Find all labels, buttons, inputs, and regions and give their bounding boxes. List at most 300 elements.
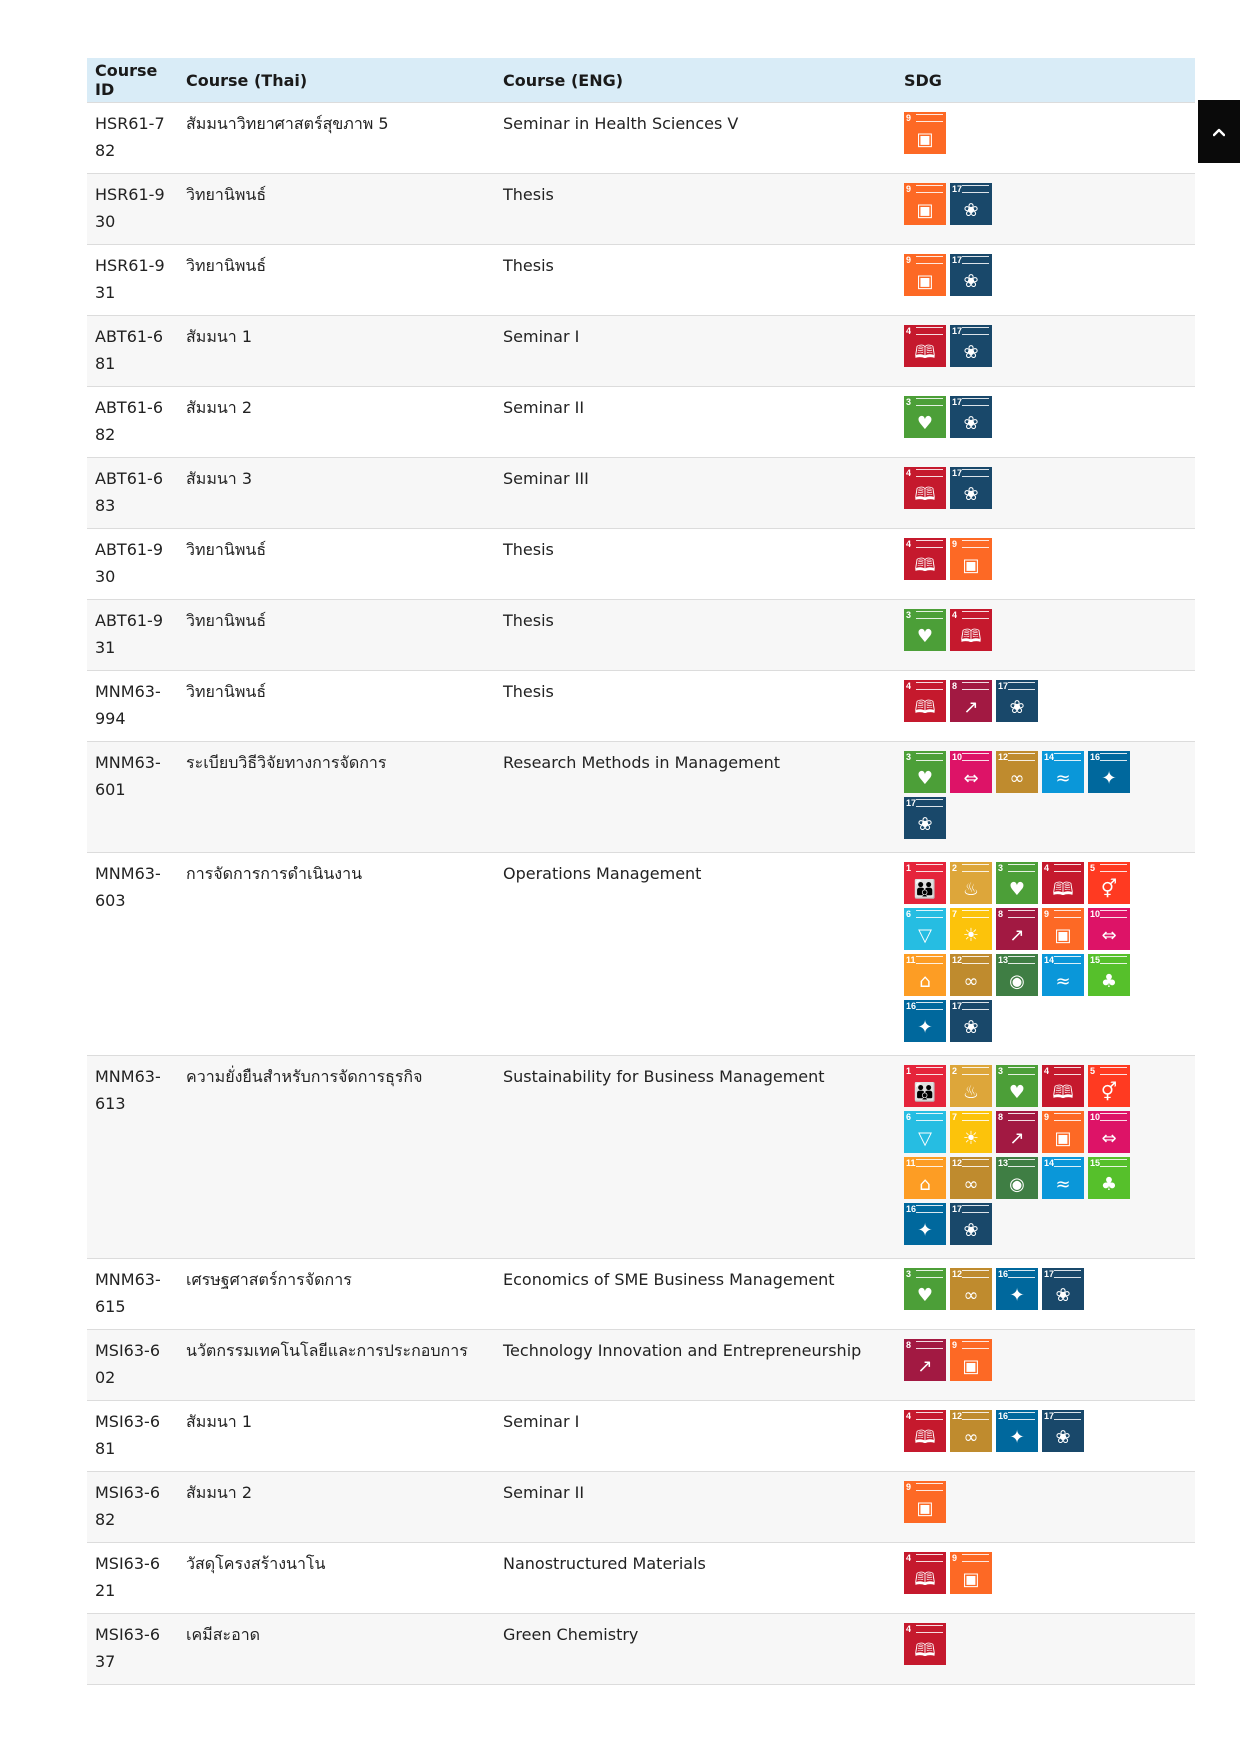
dove-icon: ✦	[917, 1017, 933, 1038]
sdg-3-icon	[996, 1065, 1038, 1107]
sdg-title-lines	[1054, 1113, 1081, 1121]
sdg-4-icon	[904, 1552, 946, 1594]
scroll-to-top-button[interactable]	[1198, 100, 1240, 163]
heartbeat-icon: ♥	[916, 413, 934, 434]
course-thai-cell: วิทยานิพนธ์	[178, 174, 495, 245]
sdg-9-icon	[904, 183, 946, 225]
sdg-icon-list	[904, 1479, 1134, 1527]
equality-arrows-icon: ⇔	[963, 768, 979, 789]
course-eng-cell: Thesis	[495, 174, 896, 245]
sdg-number-label: 8	[906, 1340, 912, 1350]
table-row	[87, 529, 1195, 600]
course-eng-cell: Green Chemistry	[495, 1614, 896, 1685]
cubes-icon: ▣	[916, 1498, 934, 1519]
fish-icon: ≈	[1055, 768, 1071, 789]
sdg-number-label: 3	[998, 863, 1004, 873]
sdg-title-lines	[1054, 864, 1081, 872]
sdg-cell	[896, 1614, 1195, 1685]
table-row	[87, 103, 1195, 174]
equality-arrows-icon: ⇔	[1101, 1128, 1117, 1149]
book-icon: 🕮	[960, 626, 982, 647]
sdg-title-lines	[916, 1002, 943, 1010]
course-thai-cell: การจัดการการดำเนินงาน	[178, 853, 495, 1056]
sdg-cell	[896, 1472, 1195, 1543]
sdg-title-lines	[1054, 1159, 1081, 1167]
course-id-cell: MNM63-603	[87, 853, 178, 1056]
sdg-icon-list	[904, 110, 1134, 158]
header-row	[87, 58, 1195, 103]
growth-chart-icon: ↗	[1009, 925, 1025, 946]
sdg-number-label: 12	[952, 1269, 963, 1279]
sdg-number-label: 3	[906, 752, 912, 762]
sdg-title-lines	[1008, 1270, 1035, 1278]
course-id-cell: MSI63-681	[87, 1401, 178, 1472]
sdg-number-label: 16	[906, 1204, 917, 1214]
sdg-icon-list	[904, 1550, 1134, 1598]
sdg-title-lines	[1100, 910, 1127, 918]
sdg-title-lines	[962, 1067, 989, 1075]
sdg-icon-list	[904, 465, 1134, 513]
sdg-9-icon	[950, 538, 992, 580]
sdg-10-icon	[1088, 908, 1130, 950]
sdg-title-lines	[1100, 1067, 1127, 1075]
sdg-title-lines	[916, 1205, 943, 1213]
sdg-title-lines	[1008, 864, 1035, 872]
sdg-icon-list	[904, 394, 1134, 442]
sdg-number-label: 9	[1044, 909, 1050, 919]
sdg-title-lines	[1054, 910, 1081, 918]
sdg-17-icon	[904, 797, 946, 839]
course-thai-cell: วิทยานิพนธ์	[178, 671, 495, 742]
flower-rings-icon: ❀	[963, 342, 979, 363]
sdg-number-label: 17	[1044, 1411, 1055, 1421]
sdg-title-lines	[962, 956, 989, 964]
sdg-icon-list	[904, 860, 1134, 1046]
sdg-13-icon	[996, 1157, 1038, 1199]
sdg-17-icon	[1042, 1268, 1084, 1310]
sdg-number-label: 17	[952, 184, 963, 194]
heartbeat-icon: ♥	[916, 1285, 934, 1306]
sdg-17-icon	[950, 467, 992, 509]
sdg-13-icon	[996, 954, 1038, 996]
book-icon: 🕮	[1052, 1082, 1074, 1103]
course-eng-cell: Seminar in Health Sciences V	[495, 103, 896, 174]
sdg-8-icon	[996, 908, 1038, 950]
sdg-title-lines	[916, 1067, 943, 1075]
sdg-number-label: 4	[906, 539, 912, 549]
course-id-cell: HSR61-930	[87, 174, 178, 245]
sdg-cell	[896, 1259, 1195, 1330]
sdg-number-label: 4	[906, 1624, 912, 1634]
flower-rings-icon: ❀	[1055, 1285, 1071, 1306]
course-eng-cell: Seminar II	[495, 387, 896, 458]
sdg-cell	[896, 387, 1195, 458]
sdg-4-icon	[1042, 862, 1084, 904]
sdg-15-icon	[1088, 1157, 1130, 1199]
flower-rings-icon: ❀	[917, 814, 933, 835]
book-icon: 🕮	[914, 1427, 936, 1448]
sdg-number-label: 3	[998, 1066, 1004, 1076]
sdg-title-lines	[916, 1113, 943, 1121]
cubes-icon: ▣	[1054, 1128, 1072, 1149]
sdg-17-icon	[996, 680, 1038, 722]
course-table-container	[87, 58, 1163, 1685]
sdg-title-lines	[962, 611, 989, 619]
sdg-8-icon	[904, 1339, 946, 1381]
sdg-title-lines	[962, 1159, 989, 1167]
book-icon: 🕮	[914, 1640, 936, 1661]
sdg-cell	[896, 103, 1195, 174]
sdg-number-label: 4	[906, 681, 912, 691]
sdg-3-icon	[904, 751, 946, 793]
course-eng-cell: Technology Innovation and Entrepreneurship	[495, 1330, 896, 1401]
infinity-icon: ∞	[963, 971, 979, 992]
sdg-17-icon	[950, 396, 992, 438]
infinity-icon: ∞	[963, 1174, 979, 1195]
course-thai-cell: สัมมนา 2	[178, 1472, 495, 1543]
cubes-icon: ▣	[916, 271, 934, 292]
sdg-3-icon	[996, 862, 1038, 904]
book-icon: 🕮	[914, 342, 936, 363]
sdg-number-label: 14	[1044, 955, 1055, 965]
sdg-number-label: 4	[906, 1411, 912, 1421]
course-eng-cell: Thesis	[495, 671, 896, 742]
course-eng-cell: Thesis	[495, 529, 896, 600]
sdg-number-label: 3	[906, 1269, 912, 1279]
sdg-title-lines	[1008, 1067, 1035, 1075]
sdg-title-lines	[962, 327, 989, 335]
sdg-title-lines	[916, 327, 943, 335]
sdg-number-label: 17	[1044, 1269, 1055, 1279]
course-id-cell: MNM63-601	[87, 742, 178, 853]
table-row	[87, 1472, 1195, 1543]
cubes-icon: ▣	[962, 1569, 980, 1590]
sdg-title-lines	[916, 956, 943, 964]
sdg-number-label: 10	[1090, 909, 1101, 919]
course-thai-cell: สัมมนา 1	[178, 1401, 495, 1472]
sdg-number-label: 9	[1044, 1112, 1050, 1122]
sdg-16-icon	[996, 1410, 1038, 1452]
sdg-icon-list	[904, 1063, 1134, 1249]
sdg-number-label: 14	[1044, 752, 1055, 762]
infinity-icon: ∞	[963, 1427, 979, 1448]
sdg-1-icon	[904, 862, 946, 904]
sdg-number-label: 4	[906, 468, 912, 478]
sdg-title-lines	[962, 864, 989, 872]
sdg-number-label: 3	[906, 397, 912, 407]
sdg-12-icon	[950, 1410, 992, 1452]
sdg-3-icon	[904, 1268, 946, 1310]
sdg-number-label: 13	[998, 955, 1009, 965]
sdg-7-icon	[950, 1111, 992, 1153]
fish-icon: ≈	[1055, 971, 1071, 992]
sdg-4-icon	[1042, 1065, 1084, 1107]
tree-icon: ♣	[1100, 1174, 1118, 1195]
course-id-cell: MSI63-637	[87, 1614, 178, 1685]
book-icon: 🕮	[914, 1569, 936, 1590]
sdg-title-lines	[916, 469, 943, 477]
sdg-title-lines	[916, 114, 943, 122]
sdg-icon-list	[904, 323, 1134, 371]
sdg-number-label: 2	[952, 1066, 958, 1076]
sdg-title-lines	[916, 611, 943, 619]
flower-rings-icon: ❀	[1009, 697, 1025, 718]
heartbeat-icon: ♥	[1008, 879, 1026, 900]
sdg-12-icon	[950, 954, 992, 996]
sdg-title-lines	[962, 256, 989, 264]
course-thai-cell: นวัตกรรมเทคโนโลยีและการประกอบการ	[178, 1330, 495, 1401]
sdg-6-icon	[904, 1111, 946, 1153]
sdg-title-lines	[1054, 1067, 1081, 1075]
sdg-cell	[896, 742, 1195, 853]
cubes-icon: ▣	[962, 555, 980, 576]
sdg-number-label: 1	[906, 863, 912, 873]
sdg-number-label: 4	[906, 1553, 912, 1563]
sdg-title-lines	[1008, 682, 1035, 690]
fish-icon: ≈	[1055, 1174, 1071, 1195]
sdg-cell	[896, 1056, 1195, 1259]
sdg-number-label: 4	[1044, 863, 1050, 873]
sdg-icon-list	[904, 252, 1134, 300]
sdg-cell	[896, 1330, 1195, 1401]
sdg-title-lines	[1054, 1270, 1081, 1278]
course-eng-cell: Thesis	[495, 245, 896, 316]
sdg-title-lines	[962, 398, 989, 406]
sdg-title-lines	[1054, 1412, 1081, 1420]
table-row	[87, 1614, 1195, 1685]
sdg-14-icon	[1042, 1157, 1084, 1199]
book-icon: 🕮	[914, 484, 936, 505]
sdg-title-lines	[916, 1625, 943, 1633]
flower-rings-icon: ❀	[963, 271, 979, 292]
sdg-number-label: 9	[906, 1482, 912, 1492]
growth-chart-icon: ↗	[1009, 1128, 1025, 1149]
sdg-cell	[896, 245, 1195, 316]
sdg-17-icon	[950, 254, 992, 296]
table-row	[87, 1259, 1195, 1330]
course-id-cell: HSR61-782	[87, 103, 178, 174]
sdg-title-lines	[962, 1341, 989, 1349]
course-eng-cell: Research Methods in Management	[495, 742, 896, 853]
sdg-icon-list	[904, 1337, 1134, 1385]
sdg-number-label: 17	[952, 1204, 963, 1214]
sdg-4-icon	[904, 538, 946, 580]
sdg-17-icon	[950, 1203, 992, 1245]
sdg-4-icon	[904, 680, 946, 722]
growth-chart-icon: ↗	[917, 1356, 933, 1377]
sdg-9-icon	[904, 254, 946, 296]
equality-arrows-icon: ⇔	[1101, 925, 1117, 946]
family-icon: 👪	[913, 1082, 937, 1103]
sdg-title-lines	[1008, 1159, 1035, 1167]
bowl-icon: ♨	[962, 879, 980, 900]
sdg-number-label: 1	[906, 1066, 912, 1076]
sdg-10-icon	[950, 751, 992, 793]
sdg-number-label: 8	[952, 681, 958, 691]
sdg-title-lines	[1008, 1113, 1035, 1121]
sdg-title-lines	[962, 1205, 989, 1213]
sdg-9-icon	[904, 1481, 946, 1523]
course-eng-cell: Economics of SME Business Management	[495, 1259, 896, 1330]
sdg-icon-list	[904, 1621, 1134, 1669]
dove-icon: ✦	[1101, 768, 1117, 789]
sdg-17-icon	[950, 1000, 992, 1042]
book-icon: 🕮	[1052, 879, 1074, 900]
sdg-number-label: 8	[998, 909, 1004, 919]
flower-rings-icon: ❀	[1055, 1427, 1071, 1448]
header-sdg: SDG	[896, 58, 1195, 103]
course-thai-cell: ระเบียบวิธีวิจัยทางการจัดการ	[178, 742, 495, 853]
sdg-title-lines	[916, 864, 943, 872]
sdg-number-label: 17	[952, 255, 963, 265]
sdg-9-icon	[1042, 1111, 1084, 1153]
sdg-title-lines	[1100, 1159, 1127, 1167]
sdg-number-label: 11	[906, 955, 916, 965]
table-row	[87, 671, 1195, 742]
flower-rings-icon: ❀	[963, 1017, 979, 1038]
sdg-title-lines	[962, 1412, 989, 1420]
course-thai-cell: วิทยานิพนธ์	[178, 600, 495, 671]
sdg-17-icon	[950, 325, 992, 367]
header-course-thai: Course (Thai)	[178, 58, 495, 103]
sdg-number-label: 4	[952, 610, 958, 620]
sdg-number-label: 9	[952, 539, 958, 549]
sdg-icon-list	[904, 749, 1134, 843]
sdg-title-lines	[916, 256, 943, 264]
sdg-title-lines	[916, 540, 943, 548]
cubes-icon: ▣	[1054, 925, 1072, 946]
sdg-title-lines	[916, 1483, 943, 1491]
table-row	[87, 245, 1195, 316]
sdg-number-label: 15	[1090, 955, 1101, 965]
sdg-9-icon	[950, 1552, 992, 1594]
sdg-17-icon	[1042, 1410, 1084, 1452]
sdg-title-lines	[1054, 956, 1081, 964]
sdg-number-label: 16	[906, 1001, 917, 1011]
table-row	[87, 1543, 1195, 1614]
sdg-title-lines	[916, 1412, 943, 1420]
sdg-number-label: 9	[906, 184, 912, 194]
family-icon: 👪	[913, 879, 937, 900]
sdg-number-label: 17	[906, 798, 917, 808]
course-sdg-table	[87, 58, 1195, 1685]
sdg-number-label: 16	[998, 1269, 1009, 1279]
sdg-9-icon	[1042, 908, 1084, 950]
course-thai-cell: สัมมนา 1	[178, 316, 495, 387]
sdg-9-icon	[904, 112, 946, 154]
course-id-cell: ABT61-931	[87, 600, 178, 671]
sdg-12-icon	[996, 751, 1038, 793]
sdg-title-lines	[962, 682, 989, 690]
sdg-number-label: 10	[952, 752, 963, 762]
sdg-number-label: 13	[998, 1158, 1009, 1168]
table-row	[87, 1056, 1195, 1259]
sdg-title-lines	[962, 540, 989, 548]
course-thai-cell: สัมมนา 3	[178, 458, 495, 529]
eye-globe-icon: ◉	[1009, 1174, 1025, 1195]
table-header	[87, 58, 1195, 103]
sdg-title-lines	[1008, 753, 1035, 761]
sdg-number-label: 17	[952, 1001, 963, 1011]
sdg-12-icon	[950, 1268, 992, 1310]
course-eng-cell: Thesis	[495, 600, 896, 671]
table-row	[87, 742, 1195, 853]
chevron-up-icon	[1213, 127, 1225, 137]
flower-rings-icon: ❀	[963, 413, 979, 434]
course-id-cell: MNM63-994	[87, 671, 178, 742]
header-course-eng: Course (ENG)	[495, 58, 896, 103]
sdg-number-label: 5	[1090, 1066, 1096, 1076]
sdg-number-label: 8	[998, 1112, 1004, 1122]
sdg-2-icon	[950, 1065, 992, 1107]
sdg-14-icon	[1042, 954, 1084, 996]
city-icon: ⌂	[919, 971, 931, 992]
course-thai-cell: วิทยานิพนธ์	[178, 529, 495, 600]
sdg-8-icon	[950, 680, 992, 722]
sun-icon: ☀	[962, 925, 980, 946]
sun-icon: ☀	[962, 1128, 980, 1149]
sdg-cell	[896, 671, 1195, 742]
flower-rings-icon: ❀	[963, 1220, 979, 1241]
sdg-4-icon	[904, 1410, 946, 1452]
tree-icon: ♣	[1100, 971, 1118, 992]
header-course-id: Course ID	[87, 58, 178, 103]
course-thai-cell: วัสดุโครงสร้างนาโน	[178, 1543, 495, 1614]
gender-icon: ⚥	[1100, 879, 1118, 900]
sdg-14-icon	[1042, 751, 1084, 793]
course-id-cell: ABT61-930	[87, 529, 178, 600]
heartbeat-icon: ♥	[916, 626, 934, 647]
sdg-title-lines	[962, 1270, 989, 1278]
city-icon: ⌂	[919, 1174, 931, 1195]
sdg-title-lines	[962, 753, 989, 761]
course-eng-cell: Seminar III	[495, 458, 896, 529]
heartbeat-icon: ♥	[916, 768, 934, 789]
sdg-cell	[896, 1543, 1195, 1614]
water-glass-icon: ▽	[918, 925, 932, 946]
table-row	[87, 316, 1195, 387]
sdg-title-lines	[1100, 1113, 1127, 1121]
sdg-title-lines	[1100, 753, 1127, 761]
course-thai-cell: สัมมนา 2	[178, 387, 495, 458]
sdg-title-lines	[1054, 753, 1081, 761]
sdg-number-label: 17	[998, 681, 1009, 691]
course-id-cell: ABT61-682	[87, 387, 178, 458]
sdg-3-icon	[904, 609, 946, 651]
sdg-icon-list	[904, 1408, 1134, 1456]
sdg-number-label: 9	[906, 113, 912, 123]
course-thai-cell: วิทยานิพนธ์	[178, 245, 495, 316]
table-row	[87, 174, 1195, 245]
sdg-title-lines	[916, 799, 943, 807]
course-thai-cell: เคมีสะอาด	[178, 1614, 495, 1685]
sdg-4-icon	[950, 609, 992, 651]
sdg-number-label: 17	[952, 397, 963, 407]
sdg-title-lines	[1008, 956, 1035, 964]
sdg-10-icon	[1088, 1111, 1130, 1153]
sdg-number-label: 9	[952, 1340, 958, 1350]
course-thai-cell: เศรษฐศาสตร์การจัดการ	[178, 1259, 495, 1330]
sdg-number-label: 4	[906, 326, 912, 336]
sdg-number-label: 15	[1090, 1158, 1101, 1168]
sdg-5-icon	[1088, 1065, 1130, 1107]
sdg-icon-list	[904, 1266, 1134, 1314]
course-id-cell: HSR61-931	[87, 245, 178, 316]
sdg-number-label: 6	[906, 1112, 912, 1122]
growth-chart-icon: ↗	[963, 697, 979, 718]
sdg-16-icon	[904, 1203, 946, 1245]
sdg-4-icon	[904, 325, 946, 367]
